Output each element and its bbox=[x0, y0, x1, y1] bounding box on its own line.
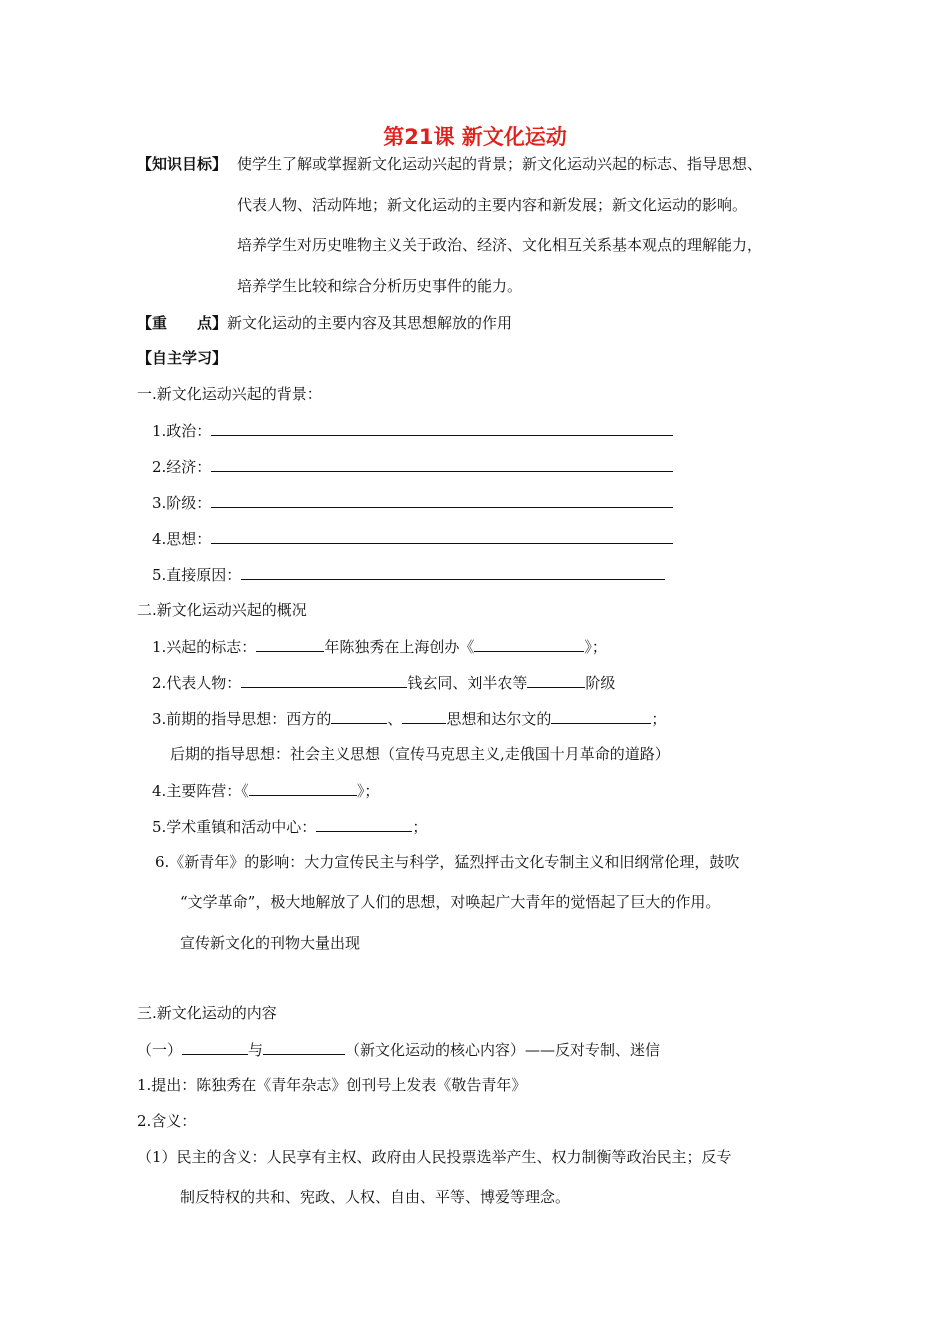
answer-blank[interactable] bbox=[211, 528, 673, 544]
section-3-heading: 三.新文化运动的内容 bbox=[137, 1004, 277, 1022]
s1-item-class: 3.阶级： bbox=[152, 492, 673, 513]
s2-item-3: 3.前期的指导思想：西方的 、 思想和达尔文的 ； bbox=[152, 710, 667, 728]
objectives-label: 【知识目标】 bbox=[137, 155, 228, 173]
s3-point-3-line-2: 制反特权的共和、宪政、人权、自由、平等、博爱等理念。 bbox=[180, 1188, 571, 1206]
section-2-heading: 二.新文化运动兴起的概况 bbox=[137, 601, 307, 619]
s3-point-3-line-1: （1）民主的含义：人民享有主权、政府由人民投票选举产生、权力制衡等政治民主；反专 bbox=[137, 1148, 732, 1166]
answer-blank[interactable] bbox=[249, 780, 357, 796]
s2-item-3b: 后期的指导思想：社会主义思想（宣传马克思主义,走俄国十月革命的道路） bbox=[170, 745, 670, 763]
answer-blank[interactable] bbox=[263, 1039, 345, 1055]
answer-blank[interactable] bbox=[256, 636, 324, 652]
answer-blank[interactable] bbox=[211, 420, 673, 436]
key-point-text: 新文化运动的主要内容及其思想解放的作用 bbox=[227, 314, 513, 332]
objectives-line-2: 代表人物、活动阵地；新文化运动的主要内容和新发展；新文化运动的影响。 bbox=[237, 196, 748, 214]
answer-blank[interactable] bbox=[241, 564, 665, 580]
s1-item-economy: 2.经济： bbox=[152, 456, 673, 477]
s1-item-direct-cause: 5.直接原因： bbox=[152, 564, 665, 585]
s2-item-6-line-3: 宣传新文化的刊物大量出现 bbox=[180, 934, 361, 952]
key-point bbox=[137, 313, 512, 333]
objectives-line-1: 使学生了解或掌握新文化运动兴起的背景；新文化运动兴起的标志、指导思想、 bbox=[237, 155, 763, 173]
answer-blank[interactable] bbox=[402, 708, 446, 724]
s2-item-4: 4.主要阵营：《 》； bbox=[152, 782, 380, 800]
s3-part-1: （一） 与 （新文化运动的核心内容）——反对专制、迷信 bbox=[137, 1041, 661, 1059]
answer-blank[interactable] bbox=[316, 816, 412, 832]
s3-point-1: 1.提出：陈独秀在《青年杂志》创刊号上发表《敬告青年》 bbox=[137, 1076, 527, 1094]
answer-blank[interactable] bbox=[211, 492, 673, 508]
section-1-heading: 一.新文化运动兴起的背景： bbox=[137, 385, 322, 403]
s3-point-2: 2.含义： bbox=[137, 1112, 197, 1130]
s2-item-6-line-2: “文学革命”，极大地解放了人们的思想，对唤起广大青年的觉悟起了巨大的作用。 bbox=[180, 893, 721, 911]
answer-blank[interactable] bbox=[182, 1039, 248, 1055]
s1-item-thought: 4.思想： bbox=[152, 528, 673, 549]
answer-blank[interactable] bbox=[331, 708, 387, 724]
objectives-line-4: 培养学生比较和综合分析历史事件的能力。 bbox=[237, 277, 523, 295]
s2-item-6-line-1: 6.《新青年》的影响：大力宣传民主与科学，猛烈抨击文化专制主义和旧纲常伦理，鼓吹 bbox=[155, 853, 740, 871]
key-point-label: 【重 点】 bbox=[137, 314, 228, 332]
s2-item-5: 5.学术重镇和活动中心： ； bbox=[152, 818, 428, 836]
s1-item-politics: 1.政治： bbox=[152, 420, 673, 441]
s2-item-2: 2.代表人物： 钱玄同、刘半农等 阶级 bbox=[152, 674, 616, 692]
s2-item-1: 1.兴起的标志： 年陈独秀在上海创办《 》； bbox=[152, 638, 607, 656]
self-study-heading: 【自主学习】 bbox=[137, 349, 228, 367]
answer-blank[interactable] bbox=[527, 672, 585, 688]
answer-blank[interactable] bbox=[241, 672, 407, 688]
answer-blank[interactable] bbox=[551, 708, 651, 724]
objectives-line-3: 培养学生对历史唯物主义关于政治、经济、文化相互关系基本观点的理解能力， bbox=[237, 236, 763, 254]
answer-blank[interactable] bbox=[211, 456, 673, 472]
answer-blank[interactable] bbox=[474, 636, 584, 652]
page-title: 第21课 新文化运动 bbox=[383, 125, 567, 149]
